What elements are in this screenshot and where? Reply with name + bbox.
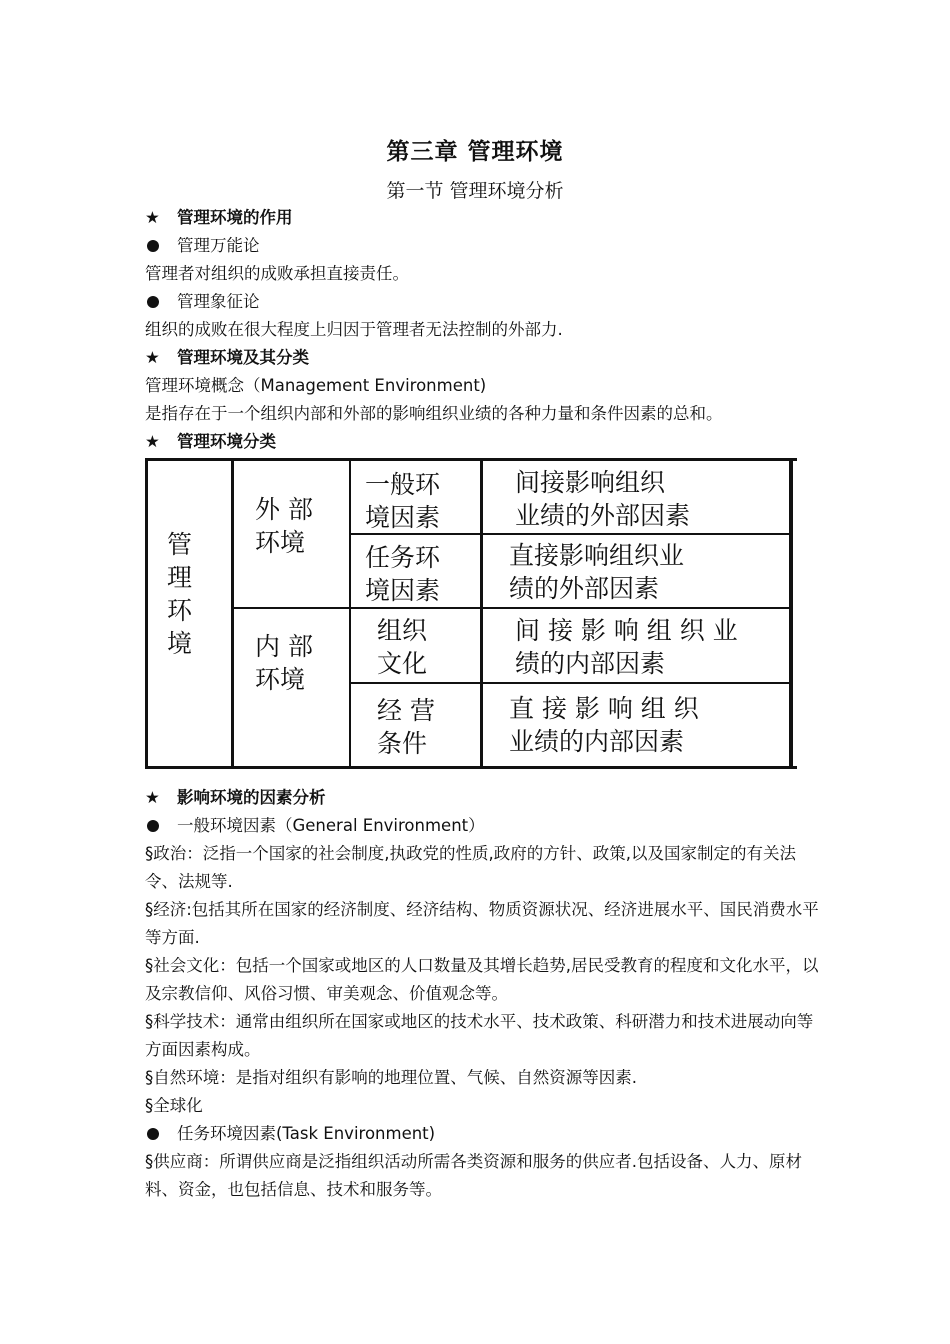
table-task-desc-cell: 直接影响组织业 绩的外部因素	[509, 541, 685, 603]
heading-types: ★ 管理环境分类	[145, 428, 825, 456]
table-divider	[231, 607, 791, 609]
paragraph-symbolic: 组织的成败在很大程度上归因于管理者无法控制的外部力.	[145, 320, 563, 339]
bullet-icon	[147, 1128, 159, 1140]
table-border-top	[145, 458, 797, 461]
paragraph-definition: 是指存在于一个组织内部和外部的影响组织业绩的各种力量和条件因素的总和。	[145, 404, 723, 423]
heading-role: ★ 管理环境的作用	[145, 204, 825, 232]
star-icon: ★	[145, 788, 160, 807]
table-divider	[480, 458, 483, 769]
star-icon: ★	[145, 208, 160, 227]
table-task-cell: 任务环 境因素	[365, 543, 441, 605]
heading-factors: ★ 影响环境的因素分析	[145, 784, 825, 812]
paragraph-global: §全球化	[145, 1096, 203, 1115]
table-operation-cell: 经 营 条件	[377, 696, 435, 758]
bullet-icon	[147, 820, 159, 832]
star-icon: ★	[145, 348, 160, 367]
bullet-task: 任务环境因素(Task Environment)	[145, 1120, 825, 1148]
paragraph-omnipotent: 管理者对组织的成败承担直接责任。	[145, 264, 409, 283]
bullet-icon	[147, 240, 159, 252]
table-divider	[231, 458, 234, 769]
bullet-omnipotent: 管理万能论	[145, 232, 825, 260]
bullet-symbolic: 管理象征论	[145, 288, 825, 316]
star-icon: ★	[145, 432, 160, 451]
table-operation-desc-cell: 直 接 影 响 组 织 业绩的内部因素	[509, 694, 699, 756]
paragraph-politics: §政治：泛指一个国家的社会制度,执政党的性质,政府的方针、政策,以及国家制定的有关法令、法规等.	[145, 844, 796, 891]
paragraph-culture: §社会文化：包括一个国家或地区的人口数量及其增长趋势,居民受教育的程度和文化水平，以及宗教信仰、风俗习惯、审美观念、价值观念等。	[145, 956, 819, 1003]
table-root-cell: 管 理 环 境	[167, 530, 193, 658]
paragraph-supplier: §供应商：所谓供应商是泛指组织活动所需各类资源和服务的供应者.包括设备、人力、原材料、资金，也包括信息、技术和服务等。	[145, 1152, 802, 1199]
table-external-cell: 外 部 环境	[255, 495, 313, 557]
table-border-bottom	[145, 766, 797, 769]
table-general-desc-cell: 间接影响组织 业绩的外部因素	[515, 468, 691, 530]
bullet-icon	[147, 296, 159, 308]
paragraph-economy: §经济:包括其所在国家的经济制度、经济结构、物质资源状况、经济进展水平、国民消费水平等方面.	[145, 900, 819, 947]
table-border-right	[789, 458, 793, 769]
heading-classify: ★ 管理环境及其分类	[145, 344, 825, 372]
paragraph-concept: 管理环境概念（Management Environment)	[145, 376, 487, 395]
table-general-cell: 一般环 境因素	[365, 470, 441, 532]
table-divider	[349, 458, 351, 769]
paragraph-tech: §科学技术：通常由组织所在国家或地区的技术水平、技术政策、科研潜力和技术进展动向等方面因素构成。	[145, 1012, 814, 1059]
table-culture-desc-cell: 间 接 影 响 组 织 业 绩的内部因素	[515, 616, 738, 678]
paragraph-nature: §自然环境：是指对组织有影响的地理位置、气候、自然资源等因素.	[145, 1068, 637, 1087]
bullet-general: 一般环境因素（General Environment）	[145, 812, 825, 840]
table-internal-cell: 内 部 环境	[255, 632, 313, 694]
table-culture-cell: 组织 文化	[377, 616, 428, 678]
environment-classification-table	[145, 458, 797, 771]
section-title: 第一节 管理环境分析	[386, 180, 564, 202]
table-divider	[349, 682, 791, 684]
table-border-left	[145, 458, 148, 769]
chapter-title: 第三章 管理环境	[386, 139, 564, 165]
